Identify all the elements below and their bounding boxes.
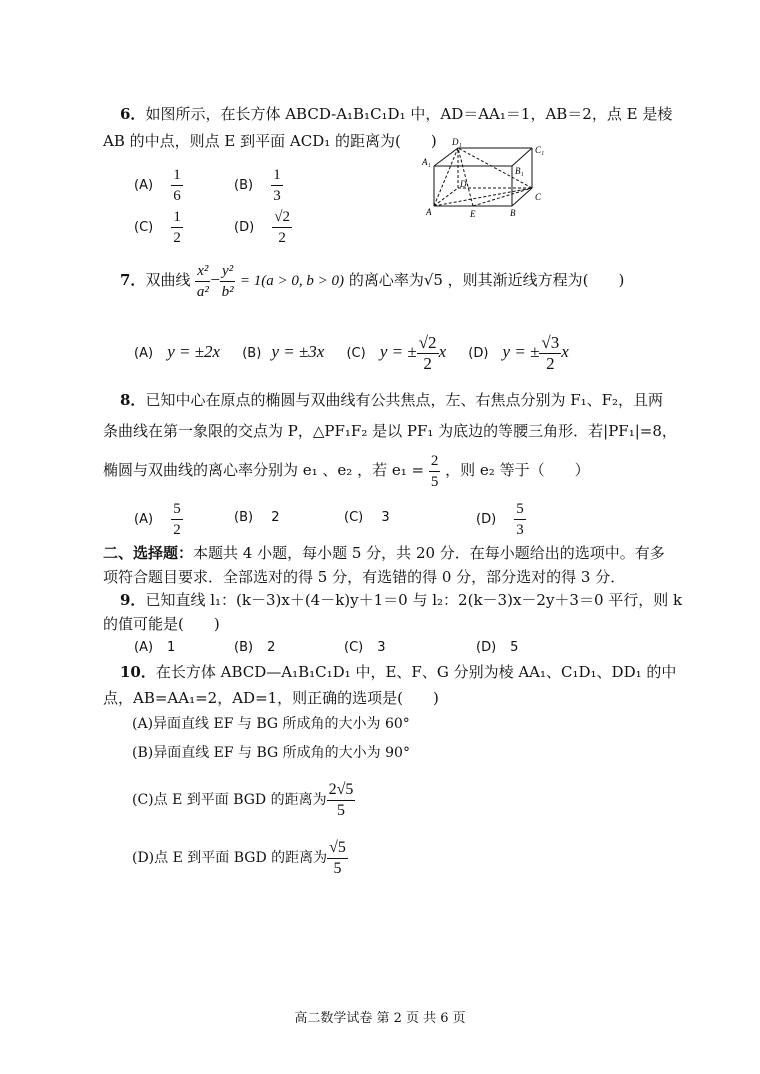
- q10-c-den: 5: [337, 801, 346, 819]
- q8-option-d-frac: [514, 499, 526, 540]
- q6-option-d-fraction: [272, 207, 292, 248]
- q6-option-a-fraction: [171, 165, 183, 206]
- q9-option-d-label: (D): [476, 640, 497, 655]
- q7-frac-x: [195, 261, 210, 302]
- q8-option-b-label: (B): [234, 510, 254, 525]
- q6-line1: [120, 104, 672, 124]
- label-d1: D₁: [452, 138, 462, 147]
- q7-text-b: 的离心率为√5 ，则其渐近线方程为( ): [348, 271, 625, 289]
- q10-line1: [120, 662, 676, 682]
- q9-option-b: [234, 638, 275, 658]
- q10-d-num: √5: [327, 838, 348, 859]
- q6-c-den: 2: [173, 230, 181, 246]
- section2-line2: 项符合题目要求．全部选对的得 5 分，有选错的得 0 分，部分选对的得 3 分．: [103, 568, 626, 586]
- q10-option-a: (A)异面直线 EF 与 BG 所成角的大小为 60°: [132, 716, 410, 732]
- q8-option-d: [476, 498, 526, 542]
- q7-d-den: 2: [546, 354, 555, 373]
- q8-d-num: 5: [514, 499, 526, 520]
- q8-frac-den: 5: [430, 473, 439, 490]
- q10-option-d-text: (D)点 E 到平面 BGD 的距离为: [132, 850, 328, 866]
- q6-option-c-label: (C): [134, 220, 154, 235]
- q7-x2: x²: [195, 261, 210, 282]
- q7-option-c-label: (C): [346, 346, 366, 361]
- label-b1: B₁: [515, 166, 524, 176]
- q10-option-c-frac: [327, 780, 356, 821]
- segment-e-d1: [458, 148, 473, 206]
- q8-option-c: [344, 508, 390, 528]
- q10-c-num: 2√5: [327, 780, 356, 801]
- q6-option-b: [234, 165, 283, 206]
- label-d: D: [460, 179, 467, 189]
- q6-d-den: 2: [278, 230, 286, 246]
- q7-option-c-frac: [417, 333, 439, 374]
- q7-condition: = 1(a > 0, b > 0): [239, 273, 345, 289]
- q7-option-d-pre: y = ±: [502, 342, 540, 361]
- q8-option-b: [234, 508, 279, 528]
- q8-line2: 条曲线在第一象限的交点为 P，△PF₁F₂ 是以 PF₁ 为底边的等腰三角形．若|PF₁|=8，: [103, 422, 677, 440]
- q6-b-num: 1: [271, 165, 283, 186]
- label-c1: C₁: [535, 145, 545, 155]
- q8-fraction: [429, 451, 441, 492]
- q7-b2: b²: [221, 283, 234, 300]
- q6-option-b-label: (B): [234, 178, 254, 193]
- q8-option-a: [134, 498, 183, 542]
- q6-option-a: [134, 165, 183, 206]
- q10-line2: 点，AB=AA₁=2，AD=1，则正确的选项是( ): [103, 689, 439, 707]
- q8-option-b-value: 2: [271, 510, 280, 525]
- q7-c-num: √2: [418, 333, 437, 352]
- q6-option-c-fraction: [171, 207, 183, 248]
- q8-option-a-label: (A): [134, 512, 154, 527]
- q9-option-d-value: 5: [510, 640, 519, 655]
- section2-text-1: 本题共 4 小题，每小题 5 分，共 20 分．在每小题给出的选项中。有多: [193, 544, 665, 562]
- label-a1: A₁: [422, 157, 431, 167]
- q7-option-b-label: (B): [242, 346, 262, 361]
- page-footer: 高二数学试卷 第 2 页 共 6 页: [294, 1011, 466, 1026]
- q6-b-den: 3: [273, 188, 281, 204]
- edge-a1-d1: [434, 148, 458, 166]
- q9-line1: [120, 590, 682, 610]
- q8-a-num: 5: [171, 499, 183, 520]
- q8-number: 8．: [120, 391, 146, 409]
- q9-option-d: [476, 638, 518, 658]
- q9-option-c: [344, 638, 386, 658]
- q7-text-a: 双曲线: [145, 271, 191, 289]
- section2-title: 二、选择题：: [103, 544, 194, 562]
- q7-y2: y²: [220, 261, 235, 282]
- q7-line: 7．双曲线 $\frac{\text{x²}}{\text{a²}}$ − $\frac{\text{y²}}{\text{b²}}$ = 1(a > 0, b > 0) 的离心率为√5 ，则其渐近线方程为( ): [120, 262, 625, 300]
- q8-line3: [103, 448, 590, 492]
- q8-option-c-label: (C): [344, 510, 364, 525]
- section2-line1: [103, 543, 665, 563]
- label-b: B: [510, 208, 516, 218]
- q6-option-b-fraction: [271, 165, 283, 206]
- q9-option-b-value: 2: [267, 640, 276, 655]
- q7-option-d-label: (D): [468, 346, 489, 361]
- q9-option-c-value: 3: [377, 640, 386, 655]
- q6-a-den: 6: [173, 188, 181, 204]
- q6-number: 6．: [120, 105, 146, 123]
- q8-text-3a: 椭圆与双曲线的离心率分别为 e₁ 、e₂ ，若 e₁ =: [103, 461, 425, 479]
- label-a: A: [426, 207, 432, 217]
- q10-option-c: [132, 778, 355, 822]
- q10-d-den: 5: [333, 859, 342, 877]
- q7-option-a-label: (A): [134, 346, 154, 361]
- q7-option-c-post: x: [438, 342, 447, 361]
- q6-option-d: [234, 207, 292, 248]
- q10-option-d: [132, 836, 348, 880]
- q8-d-den: 3: [516, 522, 524, 538]
- q7-c-den: 2: [423, 354, 432, 373]
- q10-number: 10．: [120, 663, 156, 681]
- q8-line1: [120, 390, 663, 410]
- label-c: C: [535, 192, 542, 202]
- q7-option-d-frac: [539, 333, 561, 374]
- q8-option-d-label: (D): [476, 512, 497, 527]
- q7-d-num: √3: [541, 333, 560, 352]
- q8-option-a-frac: [171, 499, 183, 540]
- label-e: E: [470, 209, 476, 219]
- q6-option-c: [134, 207, 183, 248]
- q9-option-b-label: (B): [234, 640, 254, 655]
- q7-options: [134, 330, 569, 376]
- q10-option-b: (B)异面直线 EF 与 BG 所成角的大小为 90°: [132, 745, 410, 761]
- q9-line2: 的值可能是( ): [103, 615, 220, 633]
- q6-text-1: 如图所示，在长方体 ABCD-A₁B₁C₁D₁ 中，AD＝AA₁＝1，AB＝2，点 E 是棱: [145, 105, 673, 123]
- q7-a2: a²: [196, 283, 209, 300]
- q7-option-d-post: x: [561, 342, 569, 361]
- q8-a-den: 2: [173, 522, 181, 538]
- q8-frac-num: 2: [429, 451, 441, 472]
- q7-option-b: y = ±3x: [271, 342, 325, 361]
- q9-number: 9．: [120, 591, 146, 609]
- q9-option-a-value: 1: [167, 640, 176, 655]
- edge-b1-c1: [512, 148, 532, 166]
- q7-option-c-pre: y = ±: [379, 342, 417, 361]
- q6-d-num: √2: [272, 207, 292, 228]
- q6-c-num: 1: [171, 207, 183, 228]
- q10-text-1: 在长方体 ABCD—A₁B₁C₁D₁ 中，E、F、G 分别为棱 AA₁、C₁D₁、DD₁ 的中: [155, 663, 677, 681]
- q7-number: 7．: [120, 271, 146, 289]
- q8-option-c-value: 3: [381, 510, 390, 525]
- q6-line2: AB 的中点，则点 E 到平面 ACD₁ 的距离为( ): [103, 132, 437, 150]
- q10-option-c-text: (C)点 E 到平面 BGD 的距离为: [132, 792, 327, 808]
- q7-option-a: y = ±2x: [167, 342, 221, 361]
- segment-e-c: [473, 188, 532, 206]
- q10-option-d-frac: [327, 838, 348, 879]
- cuboid-figure: [420, 138, 550, 223]
- q6-option-d-label: (D): [234, 220, 255, 235]
- q6-a-num: 1: [171, 165, 183, 186]
- q9-option-c-label: (C): [344, 640, 364, 655]
- q8-text-1: 已知中心在原点的椭圆与双曲线有公共焦点，左、右焦点分别为 F₁、F₂，且两: [145, 391, 664, 409]
- q7-frac-y: [220, 261, 235, 302]
- q9-option-a-label: (A): [134, 640, 154, 655]
- q9-text-1: 已知直线 l₁：(k－3)x＋(4－k)y＋1＝0 与 l₂：2(k－3)x－2y＋3＝0 平行，则 k: [145, 591, 683, 609]
- q6-option-a-label: (A): [134, 178, 154, 193]
- q8-text-3b: ，则 e₂ 等于（ ）: [445, 461, 590, 479]
- q9-option-a: [134, 638, 175, 658]
